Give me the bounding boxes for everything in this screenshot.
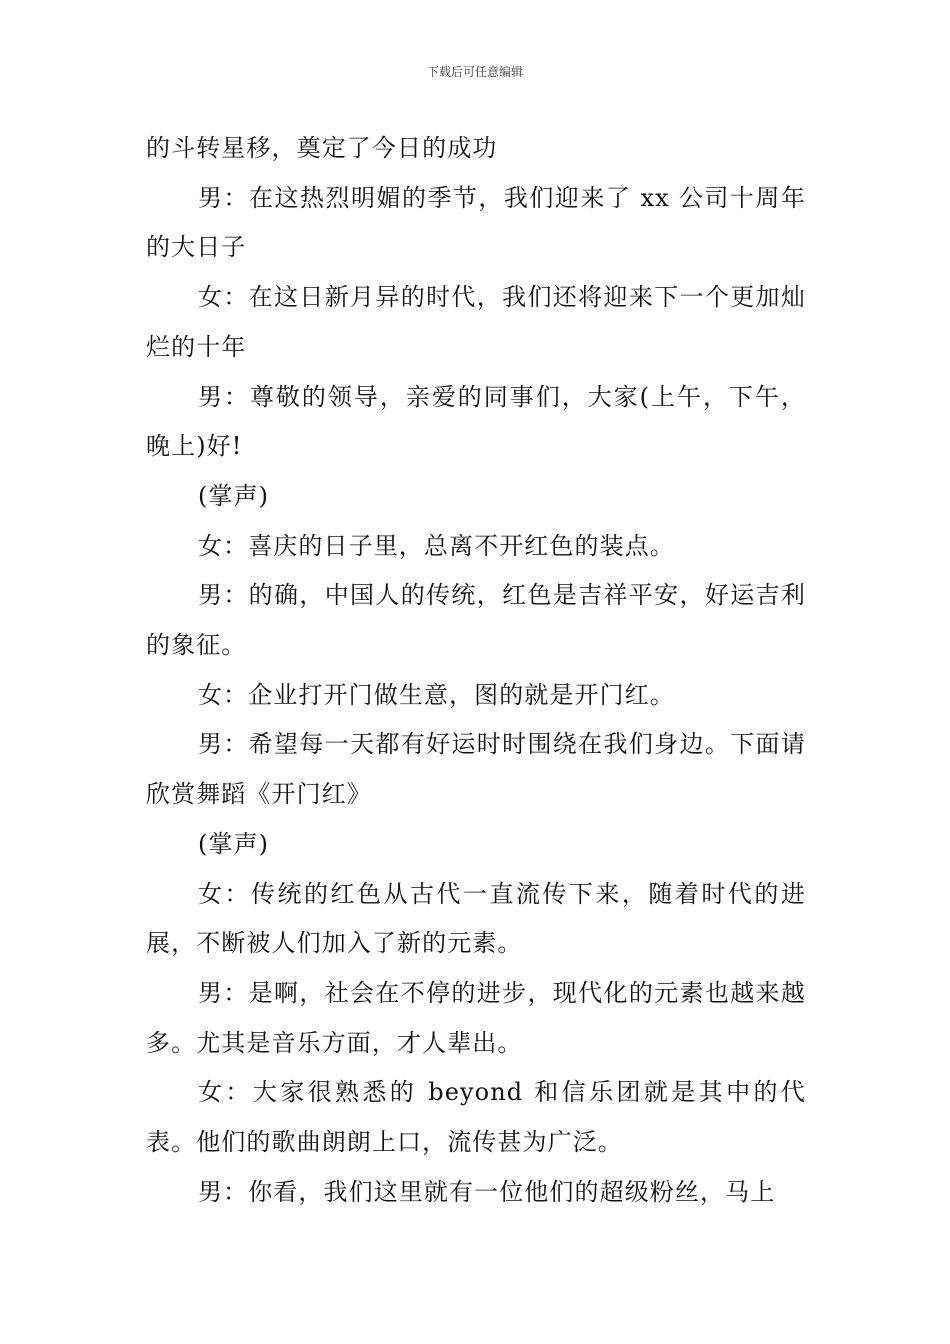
- paragraph: 男：尊敬的领导，亲爱的同事们，大家(上午，下午，晚上)好!: [146, 382, 806, 461]
- document-body: [146, 124, 806, 1217]
- paragraph: 女：企业打开门做生意，图的就是开门红。: [198, 680, 675, 709]
- paragraph: 男：希望每一天都有好运时时围绕在我们身边。下面请欣赏舞蹈《开门红》: [146, 730, 806, 809]
- paragraph: 女：在这日新月异的时代，我们还将迎来下一个更加灿烂的十年: [146, 283, 806, 361]
- paragraph: 男：是啊，社会在不停的进步，现代化的元素也越来越多。尤其是音乐方面，才人辈出。: [146, 978, 806, 1057]
- paragraph: (掌声): [198, 481, 270, 510]
- paragraph: (掌声): [198, 829, 270, 858]
- page-header-note: 下载后可任意编辑: [426, 65, 523, 79]
- paragraph: 女：传统的红色从古代一直流传下来，随着时代的进展，不断被人们加入了新的元素。: [146, 879, 806, 958]
- paragraph: 男：的确，中国人的传统，红色是吉祥平安，好运吉利的象征。: [146, 581, 806, 660]
- paragraph: 男：在这热烈明媚的季节，我们迎来了 xx 公司十周年的大日子: [146, 183, 806, 262]
- paragraph-continued: 的斗转星移，奠定了今日的成功: [146, 134, 498, 162]
- paragraph: 女：喜庆的日子里，总离不开红色的装点。: [198, 531, 675, 560]
- paragraph: 男：你看，我们这里就有一位他们的超级粉丝，马上: [198, 1177, 776, 1206]
- paragraph: 女：大家很熟悉的 beyond 和信乐团就是其中的代表。他们的歌曲朗朗上口，流传甚为广泛。: [146, 1078, 806, 1157]
